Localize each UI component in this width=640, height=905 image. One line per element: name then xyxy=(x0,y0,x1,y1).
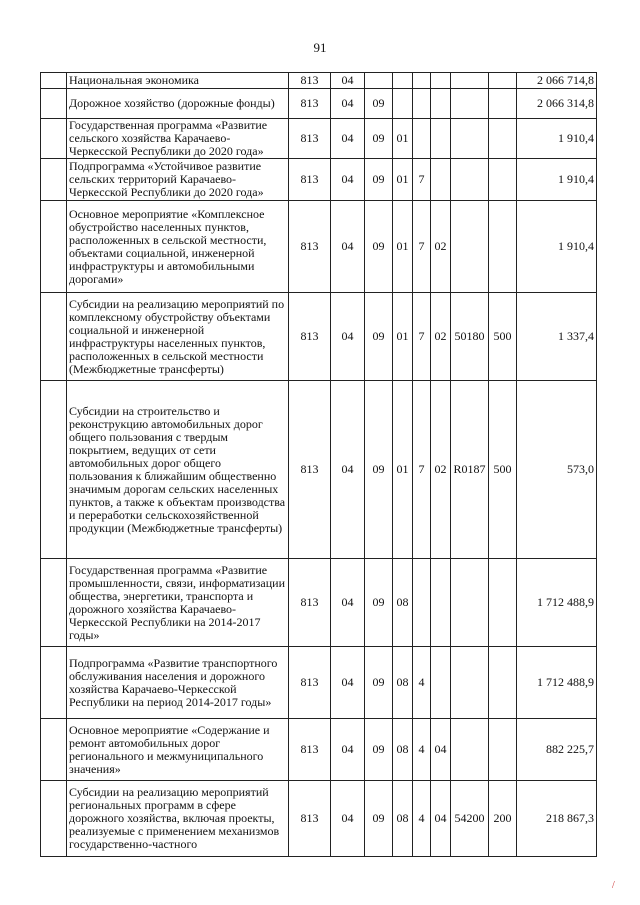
cell-expense xyxy=(489,201,517,293)
cell-direction: 54200 xyxy=(451,781,489,857)
cell-name: Субсидии на реализацию мероприятий региональных программ в сфере дорожного хозяйства, включая проекты, реализуемые с применением механизмов государственно-частного xyxy=(67,781,289,857)
cell-section: 04 xyxy=(331,89,365,119)
left-margin-cell xyxy=(41,781,67,857)
cell-name: Основное мероприятие «Содержание и ремонт автомобильных дорог регионального и межмуниципального значения» xyxy=(67,719,289,781)
cell-subsection xyxy=(365,73,393,89)
cell-amount: 2 066 714,8 xyxy=(517,73,597,89)
cell-prog: 01 xyxy=(393,159,413,201)
cell-section: 04 xyxy=(331,119,365,159)
cell-subprog xyxy=(413,119,431,159)
table-row xyxy=(41,201,597,293)
cell-amount: 1 910,4 xyxy=(517,201,597,293)
cell-section: 04 xyxy=(331,781,365,857)
cell-prog: 01 xyxy=(393,293,413,381)
cell-prog: 08 xyxy=(393,719,413,781)
cell-name: Основное мероприятие «Комплексное обустройство населенных пунктов, расположенных в сельской местности, объектами социальной, инженерной инфраструктуры и автомобильными дорогами» xyxy=(67,201,289,293)
cell-expense: 200 xyxy=(489,781,517,857)
cell-event xyxy=(431,119,451,159)
cell-expense xyxy=(489,159,517,201)
cell-subprog: 7 xyxy=(413,159,431,201)
cell-subsection: 09 xyxy=(365,201,393,293)
cell-prog xyxy=(393,73,413,89)
left-margin-cell xyxy=(41,159,67,201)
cell-direction xyxy=(451,89,489,119)
cell-section: 04 xyxy=(331,73,365,89)
cell-prog: 01 xyxy=(393,381,413,559)
cell-section: 04 xyxy=(331,647,365,719)
cell-amount: 882 225,7 xyxy=(517,719,597,781)
left-margin-cell xyxy=(41,381,67,559)
cell-name: Государственная программа «Развитие промышленности, связи, информатизации общества, энергетики, транспорта и дорожного хозяйства Карачаево-Черкесской Республики на 2014-2017 годы» xyxy=(67,559,289,647)
cell-direction xyxy=(451,159,489,201)
cell-event: 04 xyxy=(431,781,451,857)
cell-ministry: 813 xyxy=(289,201,331,293)
cell-event: 04 xyxy=(431,719,451,781)
cell-subsection: 09 xyxy=(365,559,393,647)
cell-prog: 08 xyxy=(393,781,413,857)
cell-amount: 1 337,4 xyxy=(517,293,597,381)
cell-direction xyxy=(451,119,489,159)
page-number: 91 xyxy=(313,40,327,55)
cell-prog: 08 xyxy=(393,559,413,647)
cell-subprog: 7 xyxy=(413,293,431,381)
cell-subprog: 4 xyxy=(413,647,431,719)
cell-name: Подпрограмма «Устойчивое развитие сельских территорий Карачаево-Черкесской Республики до 2020 года» xyxy=(67,159,289,201)
left-margin-cell xyxy=(41,73,67,89)
table-row xyxy=(41,89,597,119)
cell-expense: 500 xyxy=(489,381,517,559)
cell-subprog xyxy=(413,559,431,647)
table-row xyxy=(41,647,597,719)
cell-subprog xyxy=(413,73,431,89)
cell-prog xyxy=(393,89,413,119)
cell-ministry: 813 xyxy=(289,73,331,89)
cell-subsection: 09 xyxy=(365,89,393,119)
table-row xyxy=(41,293,597,381)
cell-event xyxy=(431,647,451,719)
cell-expense xyxy=(489,719,517,781)
cell-ministry: 813 xyxy=(289,159,331,201)
cell-event xyxy=(431,73,451,89)
cell-section: 04 xyxy=(331,293,365,381)
table-row xyxy=(41,781,597,857)
left-margin-cell xyxy=(41,201,67,293)
cell-subsection: 09 xyxy=(365,719,393,781)
cell-subprog: 4 xyxy=(413,719,431,781)
left-margin-cell xyxy=(41,559,67,647)
cell-expense xyxy=(489,73,517,89)
left-margin-cell xyxy=(41,89,67,119)
table-row xyxy=(41,119,597,159)
cell-section: 04 xyxy=(331,719,365,781)
left-margin-cell xyxy=(41,293,67,381)
cell-direction xyxy=(451,201,489,293)
cell-amount: 1 712 488,9 xyxy=(517,647,597,719)
cell-ministry: 813 xyxy=(289,119,331,159)
cell-event xyxy=(431,559,451,647)
cell-amount: 1 712 488,9 xyxy=(517,559,597,647)
cell-name: Субсидии на строительство и реконструкцию автомобильных дорог общего пользования с твердым покрытием, ведущих от сети автомобильных дорог общего пользования к ближайшим общественно значимым дорогам сельских населенных пунктов, а также к объектам производства и переработки сельскохозяйственной продукции (Межбюджетные трансферты) xyxy=(67,381,289,559)
budget-table xyxy=(40,72,597,857)
cell-event: 02 xyxy=(431,381,451,559)
cell-name: Национальная экономика xyxy=(67,73,289,89)
cell-event: 02 xyxy=(431,293,451,381)
cell-subprog: 7 xyxy=(413,381,431,559)
cell-prog: 01 xyxy=(393,119,413,159)
cell-expense: 500 xyxy=(489,293,517,381)
cell-amount: 2 066 314,8 xyxy=(517,89,597,119)
cell-direction xyxy=(451,647,489,719)
table-row xyxy=(41,719,597,781)
cell-subsection: 09 xyxy=(365,159,393,201)
cell-amount: 218 867,3 xyxy=(517,781,597,857)
cell-subprog xyxy=(413,89,431,119)
cell-ministry: 813 xyxy=(289,781,331,857)
table-row xyxy=(41,381,597,559)
cell-direction: R0187 xyxy=(451,381,489,559)
left-margin-cell xyxy=(41,119,67,159)
cell-expense xyxy=(489,119,517,159)
cell-expense xyxy=(489,647,517,719)
cell-name: Дорожное хозяйство (дорожные фонды) xyxy=(67,89,289,119)
cell-event: 02 xyxy=(431,201,451,293)
cell-name: Государственная программа «Развитие сельского хозяйства Карачаево-Черкесской Республики до 2020 года» xyxy=(67,119,289,159)
cell-subprog: 4 xyxy=(413,781,431,857)
cell-ministry: 813 xyxy=(289,89,331,119)
cell-direction xyxy=(451,719,489,781)
cell-name: Субсидии на реализацию мероприятий по комплексному обустройству объектами социальной и инженерной инфраструктуры населенных пунктов, расположенных в сельской местности (Межбюджетные трансферты) xyxy=(67,293,289,381)
cell-expense xyxy=(489,559,517,647)
cell-section: 04 xyxy=(331,381,365,559)
cell-direction: 50180 xyxy=(451,293,489,381)
cell-section: 04 xyxy=(331,159,365,201)
cell-expense xyxy=(489,89,517,119)
cell-subprog: 7 xyxy=(413,201,431,293)
cell-subsection: 09 xyxy=(365,381,393,559)
cell-ministry: 813 xyxy=(289,647,331,719)
cell-ministry: 813 xyxy=(289,719,331,781)
cell-ministry: 813 xyxy=(289,381,331,559)
cell-ministry: 813 xyxy=(289,559,331,647)
cell-amount: 1 910,4 xyxy=(517,159,597,201)
cell-event xyxy=(431,89,451,119)
cell-subsection: 09 xyxy=(365,781,393,857)
cell-prog: 01 xyxy=(393,201,413,293)
cell-name: Подпрограмма «Развитие транспортного обслуживания населения и дорожного хозяйства Карачаево-Черкесской Республики на период 2014-2017 годы» xyxy=(67,647,289,719)
table-row xyxy=(41,559,597,647)
table-row xyxy=(41,159,597,201)
table-row xyxy=(41,73,597,89)
cell-subsection: 09 xyxy=(365,293,393,381)
left-margin-cell xyxy=(41,719,67,781)
cell-amount: 573,0 xyxy=(517,381,597,559)
cell-subsection: 09 xyxy=(365,647,393,719)
cell-prog: 08 xyxy=(393,647,413,719)
cell-event xyxy=(431,159,451,201)
cell-direction xyxy=(451,73,489,89)
margin-mark: / xyxy=(612,880,615,891)
cell-ministry: 813 xyxy=(289,293,331,381)
cell-amount: 1 910,4 xyxy=(517,119,597,159)
cell-section: 04 xyxy=(331,201,365,293)
left-margin-cell xyxy=(41,647,67,719)
cell-subsection: 09 xyxy=(365,119,393,159)
cell-section: 04 xyxy=(331,559,365,647)
cell-direction xyxy=(451,559,489,647)
